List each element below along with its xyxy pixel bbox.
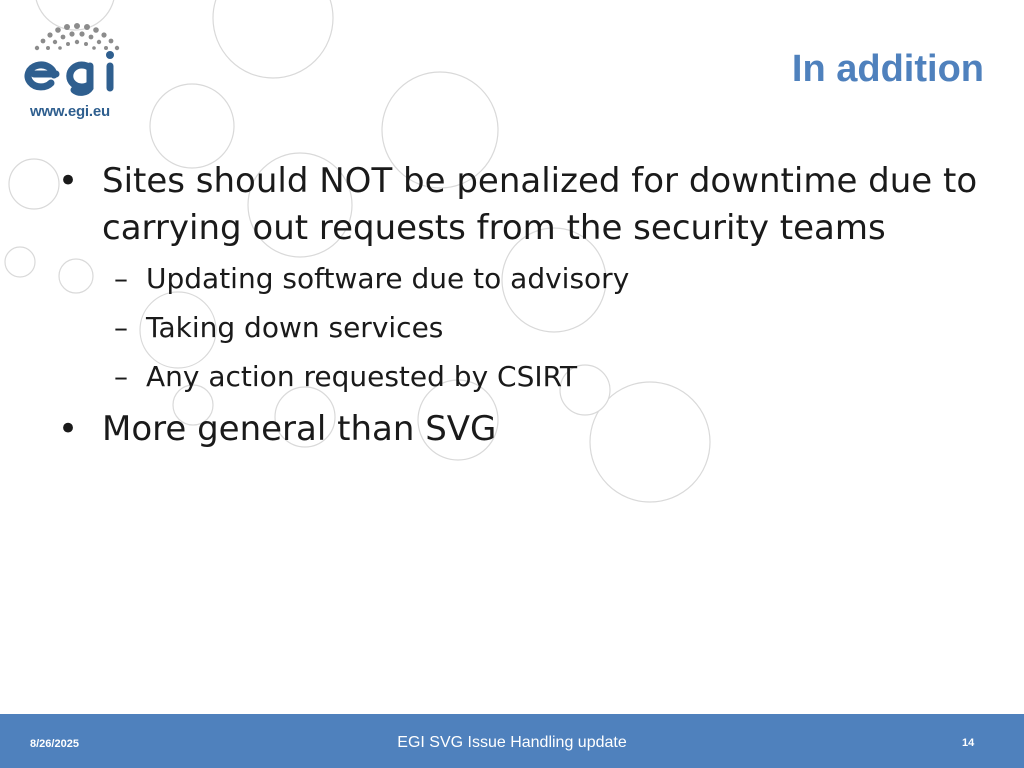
footer-date: 8/26/2025 (30, 738, 79, 750)
sub-bullet-text: Taking down services (146, 311, 444, 344)
bubble (9, 159, 59, 209)
logo-url: www.egi.eu (30, 103, 110, 120)
bubble (213, 0, 333, 78)
footer-title: EGI SVG Issue Handling update (397, 734, 627, 751)
dash-marker: – (114, 262, 128, 295)
bubble (150, 84, 234, 168)
bubble (5, 247, 35, 277)
sub-bullet-item (58, 303, 988, 352)
page-number: 14 (962, 737, 975, 749)
sub-bullet-list (58, 254, 988, 401)
slide-content (58, 158, 988, 455)
bullet-marker: • (58, 409, 79, 449)
footer-bar (0, 714, 1024, 768)
bullet-text: More general than SVG (102, 409, 497, 449)
bullet-text: Sites should NOT be penalized for downtime due to carrying out requests from the security teams (102, 161, 978, 248)
sub-bullet-item (58, 254, 988, 303)
bullet-item (58, 158, 988, 252)
sub-bullet-text: Any action requested by CSIRT (146, 360, 578, 393)
slide-title: In addition (791, 48, 984, 90)
sub-bullet-text: Updating software due to advisory (146, 262, 630, 295)
dash-marker: – (114, 311, 128, 344)
bullet-item (58, 406, 988, 453)
bullet-marker: • (58, 161, 79, 201)
dash-marker: – (114, 360, 128, 393)
sub-bullet-item (58, 352, 988, 401)
